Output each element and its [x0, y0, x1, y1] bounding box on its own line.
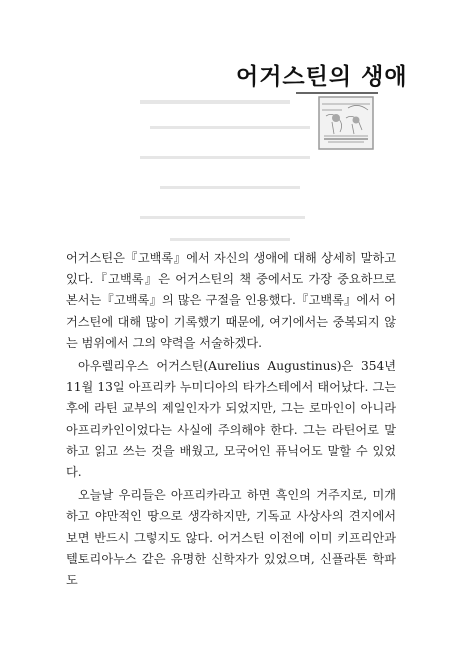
body-text [66, 248, 396, 593]
paragraph: 아우렐리우스 어거스틴(Aurelius Augustinus)은 354년 11월 13일 아프리카 누미디아의 타가스테에서 태어났다. 그는 후에 라틴 교부의 제일인자가 되었지만, 그는 로마인이 아니라 아프리카인이었다는 사실에 주의해야 한다. 그는 라틴어로 말하고 읽고 쓰는 것을 배웠고, 모국어인 퓨닉어도 말할 수 있었다. [66, 359, 396, 480]
show-through-text [140, 96, 320, 246]
paragraph: 오늘날 우리들은 아프리카라고 하면 흑인의 거주지로, 미개하고 야만적인 땅으로 생각하지만, 기독교 사상사의 견지에서 보면 반드시 그렇지도 않다. 어거스틴 이전에 이미 키프리안과 텔토리아누스 같은 유명한 신학자가 있었으며, 신플라톤 학파도 [66, 488, 396, 588]
chapter-title: 어거스틴의 생애 [236, 64, 408, 90]
woodcut-illustration [318, 96, 374, 150]
title-rule [296, 92, 378, 94]
paragraph: 어거스틴은『고백록』에서 자신의 생애에 대해 상세히 말하고 있다.『고백록』은 어거스틴의 책 중에서도 가장 중요하므로 본서는『고백록』의 많은 구절을 인용했다.『고백록』에서 어거스틴에 대해 많이 기록했기 때문에, 여기에서는 중복되지 않는 범위에서 그의 약력을 서술하겠다. [66, 251, 396, 350]
